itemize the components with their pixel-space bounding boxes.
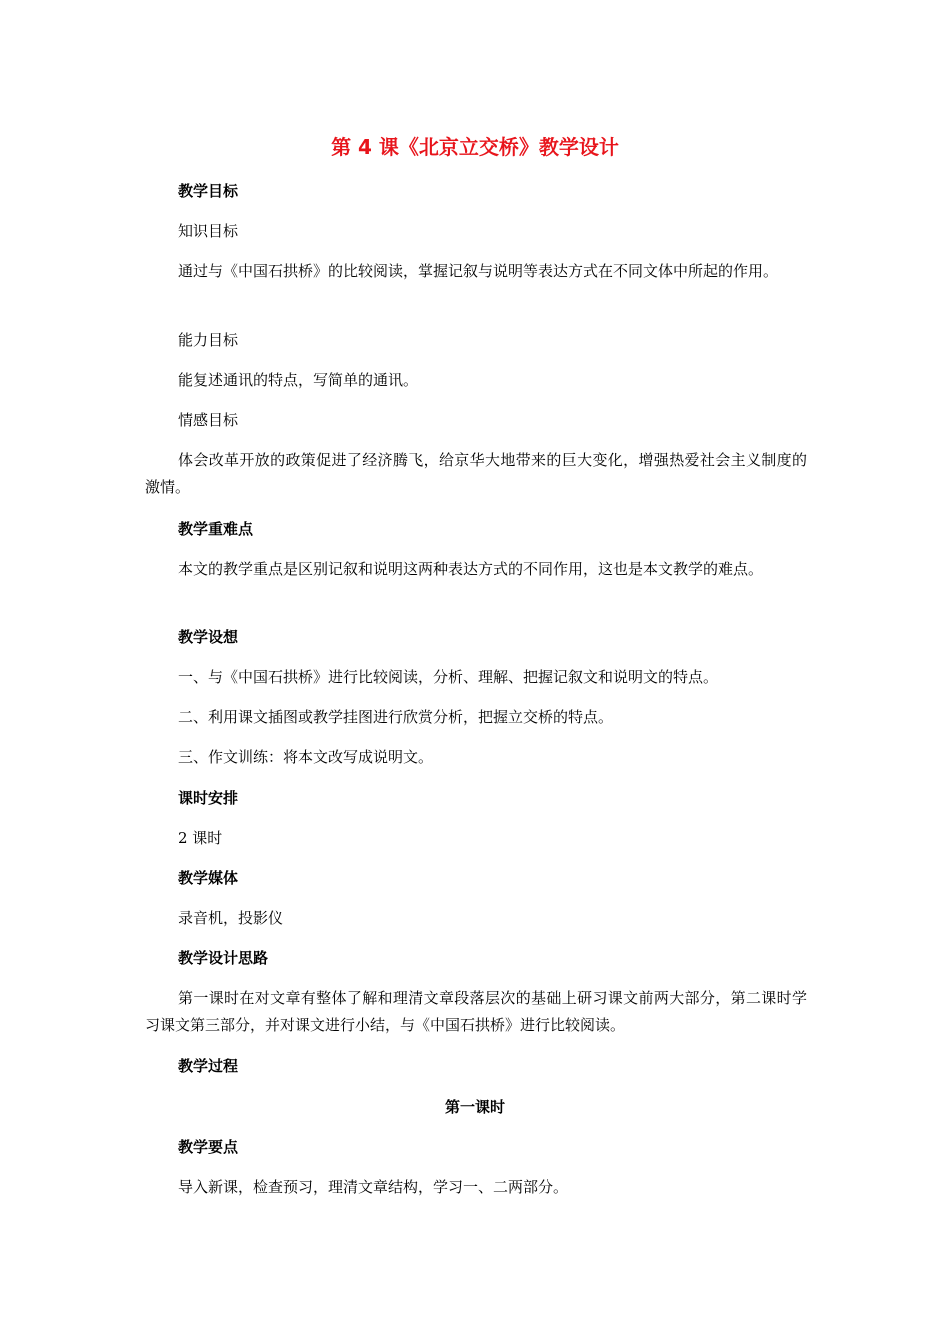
heading-lesson-points: 教学要点 [178, 1138, 239, 1156]
heading-objectives: 教学目标 [178, 182, 239, 200]
heading-process: 教学过程 [178, 1057, 239, 1075]
text-ability: 能复述通讯的特点，写简单的通讯。 [178, 371, 419, 389]
heading-design: 教学设计思路 [178, 949, 269, 967]
label-ability: 能力目标 [178, 331, 239, 349]
heading-keypoints: 教学重难点 [178, 520, 254, 538]
list-item-idea-3: 三、作文训练：将本文改写成说明文。 [178, 748, 434, 766]
text-emotion: 体会改革开放的政策促进了经济腾飞，给京华大地带来的巨大变化，增强热爱社会主义制度的激情。 [145, 451, 807, 496]
text-media: 录音机，投影仪 [178, 909, 284, 927]
heading-schedule: 课时安排 [178, 789, 239, 807]
label-knowledge: 知识目标 [178, 222, 239, 240]
list-item-idea-2: 二、利用课文插图或教学挂图进行欣赏分析，把握立交桥的特点。 [178, 708, 614, 726]
text-knowledge: 通过与《中国石拱桥》的比较阅读，掌握记叙与说明等表达方式在不同文体中所起的作用。 [178, 262, 779, 280]
text-lesson-points: 导入新课，检查预习，理清文章结构，学习一、二两部分。 [178, 1178, 569, 1196]
list-item-idea-1: 一、与《中国石拱桥》进行比较阅读，分析、理解、把握记叙文和说明文的特点。 [178, 668, 719, 686]
heading-lesson-one: 第一课时 [444, 1098, 505, 1116]
heading-ideas: 教学设想 [178, 628, 239, 646]
document-title: 第 4 课《北京立交桥》教学设计 [331, 135, 619, 159]
text-design: 第一课时在对文章有整体了解和理清文章段落层次的基础上研习课文前两大部分，第二课时学习课文第三部分，并对课文进行小结，与《中国石拱桥》进行比较阅读。 [145, 989, 807, 1034]
text-schedule: 2 课时 [178, 829, 223, 847]
label-emotion: 情感目标 [178, 411, 239, 429]
heading-media: 教学媒体 [178, 869, 239, 887]
text-keypoints: 本文的教学重点是区别记叙和说明这两种表达方式的不同作用，这也是本文教学的难点。 [178, 560, 764, 578]
